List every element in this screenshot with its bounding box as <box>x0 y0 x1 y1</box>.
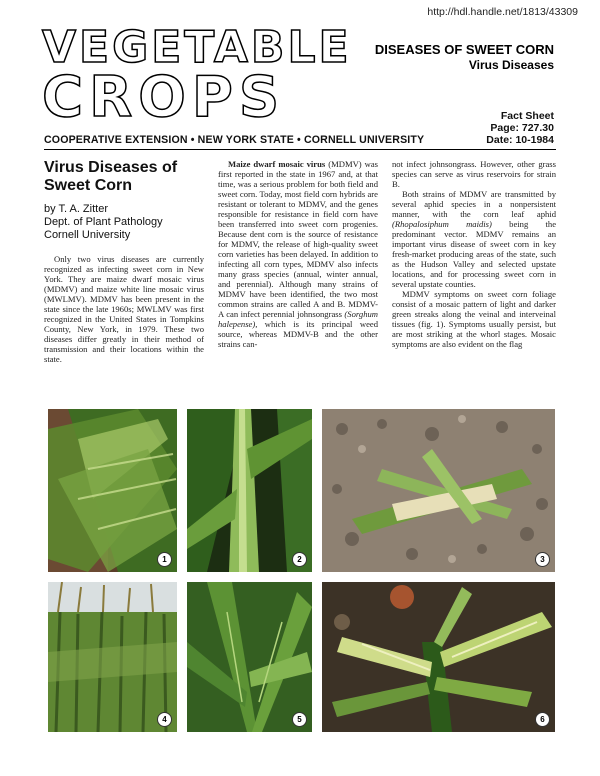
aphid-paragraph <box>392 189 556 289</box>
corn-field-photo <box>48 582 177 732</box>
johnsongrass-paragraph: not infect johnsongrass. However, other grass species can serve as virus reservoirs for strain B. <box>392 159 556 189</box>
figure-3-number: 3 <box>535 552 550 567</box>
figure-2 <box>187 409 312 572</box>
figure-5 <box>187 582 312 732</box>
series-subtitle: Virus Diseases <box>468 58 554 72</box>
series-title-block <box>375 42 554 72</box>
mdmv-heading: Maize dwarf mosaic virus <box>228 159 326 169</box>
author-dept: Dept. of Plant Pathology <box>44 216 163 228</box>
author: by T. A. Zitter <box>44 203 108 215</box>
figure-6 <box>322 582 555 732</box>
fact-sheet-info <box>486 110 554 146</box>
figure-1-number: 1 <box>157 552 172 567</box>
corn-whorl-photo <box>187 582 312 732</box>
byline <box>44 203 163 242</box>
corn-stalk-photo <box>187 409 312 572</box>
mdmv-text: (MDMV) was first reported in the state in 1967 and, at that time, was a serious problem for both field and sweet corn. Today, most field corn hybrids are resistant or tolerant to MDMV, and the genes responsible for resistance in field corn have been transferred into sweet corn progenies. Because dent corn is the source of resistance for MDMV, the release of high-quality sweet corn varieties has been delayed. In addition to infecting all corn types, MDMV also infects many grass species (annual, winter annual, and perennial). Although many strains of MDMV have been identified, the two most common strains are called A and B. MDMV-A can infect perennial johnsongrass <box>218 159 378 319</box>
corn-leaf-mosaic-photo <box>48 409 177 572</box>
figure-4-number: 4 <box>157 712 172 727</box>
figure-5-number: 5 <box>292 712 307 727</box>
logo-crops: CROPS <box>42 65 286 130</box>
figure-1 <box>48 409 177 572</box>
figure-3 <box>322 409 555 572</box>
mdmv-paragraph <box>218 159 378 349</box>
logo-vegetable: VEGETABLE <box>42 22 352 73</box>
cooperative-extension-banner: COOPERATIVE EXTENSION • NEW YORK STATE • CORNELL UNIVERSITY <box>44 134 425 146</box>
body-column-1 <box>44 254 204 364</box>
corn-ear-on-gravel-photo <box>322 409 555 572</box>
body-column-2 <box>218 159 378 349</box>
fact-sheet-page: Page: 727.30 <box>490 122 554 134</box>
body-column-3 <box>392 159 556 349</box>
series-title: DISEASES OF SWEET CORN <box>374 42 554 57</box>
aphid-species: (Rhopalosiphum maidis) <box>392 219 492 229</box>
aphid-text: Both strains of MDMV are transmitted by several aphid species in a nonpersistent manner, with the corn leaf aphid <box>392 189 556 219</box>
figure-6-number: 6 <box>535 712 550 727</box>
aphid-text-end: being the predominant vector. MDMV remains an important virus disease of sweet corn in key fresh-market producing areas of the state, such as the Hudson Valley and selected upstate locations, and for processing sweet corn in several upstate counties. <box>392 219 557 289</box>
fact-sheet-label: Fact Sheet <box>500 110 554 122</box>
mdmv-text-end: which is its principal weed source, whereas MDMV-B and the other strains can- <box>218 319 378 349</box>
header-rule <box>44 149 556 150</box>
article-title: Virus Diseases of Sweet Corn <box>44 159 178 194</box>
handle-url[interactable]: http://hdl.handle.net/1813/43309 <box>427 6 578 18</box>
stunted-corn-plant-photo <box>322 582 555 732</box>
sorghum-name: (Sorghum halepense), <box>218 309 378 329</box>
figure-2-number: 2 <box>292 552 307 567</box>
author-university: Cornell University <box>44 229 131 241</box>
fact-sheet-date: Date: 10-1984 <box>486 134 554 146</box>
symptoms-paragraph: MDMV symptoms on sweet corn foliage consist of a mosaic pattern of light and darker green streaks along the veinal and interveinal tissues (fig. 1). Symptoms usually persist, but are most striking at the whorl stages. Mosaic symptoms are also evident on the flag <box>392 289 556 349</box>
figure-4 <box>48 582 177 732</box>
intro-paragraph: Only two virus diseases are currently recognized as infecting sweet corn in New York. They are maize dwarf mosaic virus (MDMV) and maize white line mosaic virus (MWLMV). MDMV has been present in the state since the late 1960s; MWLMV was first recognized in the United States in Tompkins County, New York, in 1979. These two diseases differ greatly in their method of transmission and their locations within the state. <box>44 254 204 364</box>
